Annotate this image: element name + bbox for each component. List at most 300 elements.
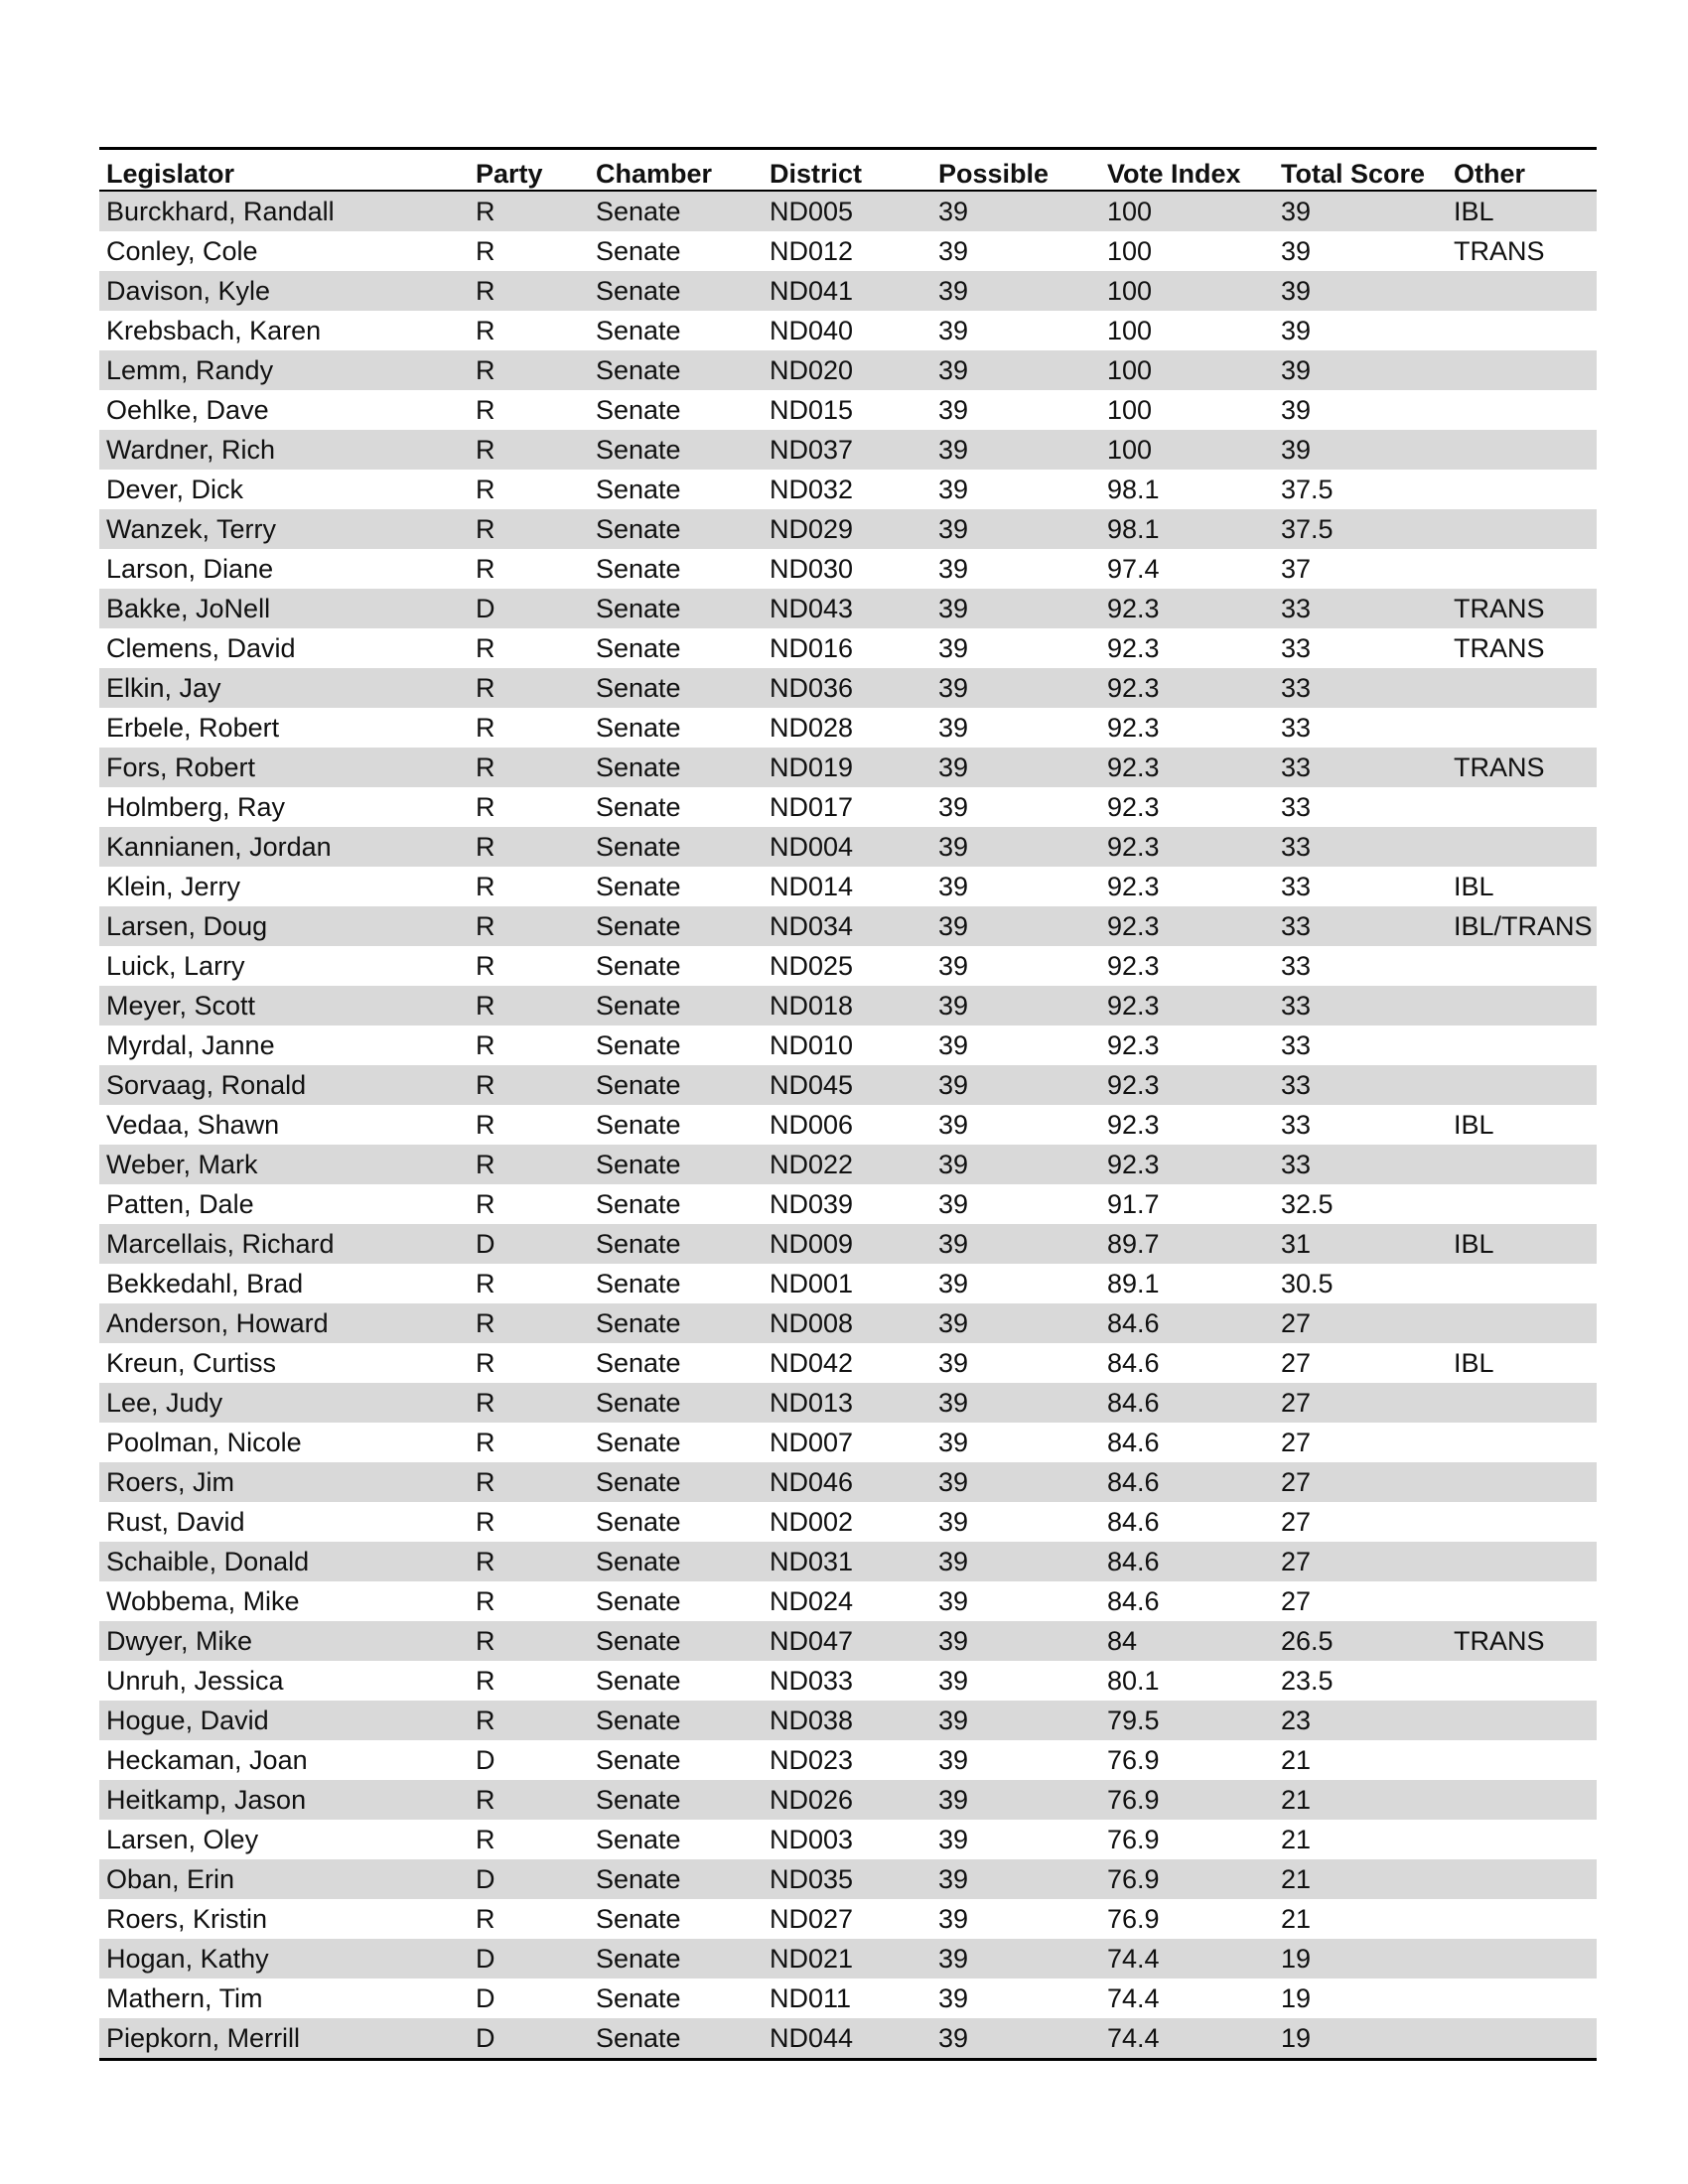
cell-party: R <box>469 668 589 708</box>
cell-total-score: 33 <box>1281 1109 1312 1140</box>
table-row <box>99 1740 1597 1780</box>
table-header <box>99 149 1597 192</box>
cell-legislator: Oban, Erin <box>99 1859 469 1899</box>
cell-chamber: Senate <box>589 589 763 628</box>
cell-chamber: Senate <box>596 1268 681 1298</box>
cell-district: ND014 <box>770 871 854 901</box>
cell-vote-index: 89.7 <box>1100 1224 1274 1264</box>
cell-possible: 39 <box>938 1506 969 1537</box>
cell-district: ND002 <box>770 1506 854 1537</box>
cell-chamber: Senate <box>589 1939 763 1979</box>
cell-chamber: Senate <box>589 1462 763 1502</box>
table-row <box>99 430 1597 470</box>
cell-total-score: 31 <box>1274 1224 1447 1264</box>
cell-total-score: 33 <box>1274 906 1447 946</box>
cell-party: D <box>476 1982 495 2013</box>
table-row <box>99 350 1597 390</box>
cell-legislator: Conley, Cole <box>106 235 258 266</box>
cell-possible: 39 <box>938 1585 969 1616</box>
cell-possible: 39 <box>938 1824 969 1854</box>
cell-legislator: Unruh, Jessica <box>106 1665 284 1696</box>
cell-chamber: Senate <box>596 1824 681 1854</box>
cell-other <box>1447 1979 1597 2018</box>
cell-district: ND005 <box>763 191 931 231</box>
cell-district: ND003 <box>770 1824 854 1854</box>
cell-possible: 39 <box>931 1859 1100 1899</box>
cell-chamber: Senate <box>596 791 681 822</box>
cell-chamber: Senate <box>596 950 681 981</box>
cell-vote-index: 91.7 <box>1107 1188 1160 1219</box>
cell-other <box>1447 1025 1597 1065</box>
cell-party: R <box>476 1427 495 1457</box>
cell-district: ND017 <box>770 791 854 822</box>
table-row <box>99 311 1597 350</box>
cell-possible: 39 <box>938 791 969 822</box>
table-row <box>99 1899 1597 1939</box>
cell-possible: 39 <box>931 1145 1100 1184</box>
cell-possible: 39 <box>938 1347 969 1378</box>
cell-total-score: 33 <box>1274 748 1447 787</box>
cell-other <box>1447 1899 1597 1939</box>
cell-party: R <box>469 191 589 231</box>
cell-vote-index: 79.5 <box>1100 1701 1274 1740</box>
cell-other <box>1447 787 1597 827</box>
cell-vote-index: 74.4 <box>1100 2018 1274 2060</box>
table-row <box>99 708 1597 748</box>
cell-chamber: Senate <box>596 1665 681 1696</box>
cell-possible: 39 <box>938 1427 969 1457</box>
cell-vote-index: 100 <box>1107 394 1153 425</box>
cell-party: R <box>476 791 495 822</box>
table-row <box>99 1224 1597 1264</box>
table-row <box>99 1859 1597 1899</box>
cell-vote-index: 92.3 <box>1107 871 1160 901</box>
cell-district: ND007 <box>770 1427 854 1457</box>
cell-chamber: Senate <box>589 1383 763 1423</box>
scores-table-container <box>99 147 1597 2061</box>
cell-party: R <box>469 1542 589 1581</box>
cell-legislator: Patten, Dale <box>106 1188 254 1219</box>
cell-vote-index: 84.6 <box>1107 1506 1160 1537</box>
cell-possible: 39 <box>938 474 969 504</box>
cell-party: D <box>476 1744 495 1775</box>
cell-legislator: Krebsbach, Karen <box>106 315 322 345</box>
cell-total-score: 27 <box>1274 1462 1447 1502</box>
cell-total-score: 21 <box>1281 1903 1312 1934</box>
cell-district: ND043 <box>763 589 931 628</box>
table-row <box>99 509 1597 549</box>
cell-legislator: Oehlke, Dave <box>106 394 269 425</box>
cell-legislator: Larson, Diane <box>106 553 274 584</box>
table-row <box>99 1462 1597 1502</box>
cell-chamber: Senate <box>589 271 763 311</box>
cell-possible: 39 <box>938 712 969 743</box>
cell-other <box>1447 1542 1597 1581</box>
cell-district: ND044 <box>763 2018 931 2060</box>
cell-district: ND035 <box>763 1859 931 1899</box>
cell-total-score: 21 <box>1274 1780 1447 1820</box>
cell-possible: 39 <box>931 1701 1100 1740</box>
cell-possible: 39 <box>938 1903 969 1934</box>
cell-chamber: Senate <box>596 1585 681 1616</box>
cell-party: R <box>469 906 589 946</box>
cell-total-score: 32.5 <box>1281 1188 1334 1219</box>
cell-possible: 39 <box>938 1982 969 2013</box>
table-row <box>99 1621 1597 1661</box>
cell-total-score: 33 <box>1281 712 1312 743</box>
cell-total-score: 21 <box>1281 1744 1312 1775</box>
cell-total-score: 39 <box>1274 271 1447 311</box>
cell-total-score: 33 <box>1274 668 1447 708</box>
cell-possible: 39 <box>931 1542 1100 1581</box>
cell-legislator: Vedaa, Shawn <box>106 1109 280 1140</box>
cell-party: R <box>469 350 589 390</box>
cell-district: ND015 <box>770 394 854 425</box>
cell-possible: 39 <box>931 1780 1100 1820</box>
cell-vote-index: 92.3 <box>1107 791 1160 822</box>
table-row <box>99 231 1597 271</box>
cell-party: D <box>469 1939 589 1979</box>
cell-possible: 39 <box>938 1188 969 1219</box>
table-row <box>99 1502 1597 1542</box>
cell-possible: 39 <box>938 1109 969 1140</box>
cell-vote-index: 76.9 <box>1100 1780 1274 1820</box>
cell-district: ND019 <box>763 748 931 787</box>
cell-district: ND013 <box>763 1383 931 1423</box>
cell-possible: 39 <box>931 589 1100 628</box>
cell-other: IBL <box>1447 191 1597 231</box>
table-row <box>99 986 1597 1025</box>
cell-other <box>1447 1264 1597 1303</box>
cell-other <box>1447 1462 1597 1502</box>
cell-legislator: Heckaman, Joan <box>106 1744 308 1775</box>
cell-total-score: 33 <box>1274 986 1447 1025</box>
legislator-scores-table <box>99 147 1597 2061</box>
cell-possible: 39 <box>938 1268 969 1298</box>
cell-district: ND045 <box>763 1065 931 1105</box>
cell-legislator: Klein, Jerry <box>106 871 241 901</box>
table-row <box>99 549 1597 589</box>
cell-legislator: Anderson, Howard <box>99 1303 469 1343</box>
cell-other <box>1447 1939 1597 1979</box>
cell-chamber: Senate <box>596 474 681 504</box>
cell-other: IBL <box>1454 1347 1494 1378</box>
cell-total-score: 37.5 <box>1281 474 1334 504</box>
cell-other <box>1447 311 1597 350</box>
cell-district: ND039 <box>770 1188 854 1219</box>
cell-chamber: Senate <box>596 1109 681 1140</box>
cell-chamber: Senate <box>589 827 763 867</box>
cell-chamber: Senate <box>589 1780 763 1820</box>
cell-legislator: Weber, Mark <box>99 1145 469 1184</box>
cell-possible: 39 <box>938 1029 969 1060</box>
cell-party: R <box>476 1585 495 1616</box>
table-row <box>99 1820 1597 1859</box>
cell-party: R <box>476 394 495 425</box>
cell-legislator: Kannianen, Jordan <box>99 827 469 867</box>
cell-vote-index: 76.9 <box>1107 1744 1160 1775</box>
cell-chamber: Senate <box>596 871 681 901</box>
cell-chamber: Senate <box>589 1621 763 1661</box>
cell-other <box>1447 1661 1597 1701</box>
table-row <box>99 191 1597 231</box>
cell-vote-index: 92.3 <box>1100 589 1274 628</box>
cell-vote-index: 92.3 <box>1100 668 1274 708</box>
cell-chamber: Senate <box>589 1145 763 1184</box>
cell-party: R <box>476 1824 495 1854</box>
cell-party: R <box>476 950 495 981</box>
cell-vote-index: 100 <box>1100 430 1274 470</box>
cell-chamber: Senate <box>596 394 681 425</box>
cell-possible: 39 <box>938 553 969 584</box>
cell-total-score: 21 <box>1281 1824 1312 1854</box>
cell-party: R <box>476 474 495 504</box>
cell-party: D <box>469 1224 589 1264</box>
table-row <box>99 470 1597 509</box>
cell-other <box>1447 2018 1597 2060</box>
cell-party: R <box>469 430 589 470</box>
cell-other <box>1447 1502 1597 1542</box>
cell-possible: 39 <box>938 235 969 266</box>
cell-vote-index: 92.3 <box>1107 712 1160 743</box>
header-party: Party <box>469 149 589 192</box>
cell-party: R <box>476 712 495 743</box>
table-row <box>99 1145 1597 1184</box>
cell-other: IBL <box>1454 1109 1494 1140</box>
cell-party: R <box>476 1506 495 1537</box>
cell-other <box>1447 1303 1597 1343</box>
cell-legislator: Lemm, Randy <box>99 350 469 390</box>
table-row <box>99 748 1597 787</box>
table-row <box>99 668 1597 708</box>
cell-vote-index: 80.1 <box>1107 1665 1160 1696</box>
cell-total-score: 39 <box>1281 235 1312 266</box>
cell-total-score: 37 <box>1281 553 1312 584</box>
cell-total-score: 21 <box>1274 1859 1447 1899</box>
cell-chamber: Senate <box>596 1506 681 1537</box>
cell-chamber: Senate <box>596 1427 681 1457</box>
cell-possible: 39 <box>931 191 1100 231</box>
cell-vote-index: 92.3 <box>1107 950 1160 981</box>
cell-vote-index: 84.6 <box>1100 1462 1274 1502</box>
cell-chamber: Senate <box>589 748 763 787</box>
cell-party: R <box>476 1029 495 1060</box>
cell-district: ND033 <box>770 1665 854 1696</box>
table-row <box>99 1939 1597 1979</box>
header-row <box>99 149 1597 192</box>
table-row <box>99 271 1597 311</box>
table-row <box>99 390 1597 430</box>
table-row <box>99 1025 1597 1065</box>
cell-total-score: 39 <box>1274 430 1447 470</box>
cell-party: R <box>469 1303 589 1343</box>
cell-other <box>1447 1780 1597 1820</box>
cell-party: R <box>469 1462 589 1502</box>
cell-other: TRANS <box>1447 589 1597 628</box>
cell-vote-index: 84.6 <box>1107 1427 1160 1457</box>
cell-chamber: Senate <box>596 632 681 663</box>
cell-possible: 39 <box>931 1939 1100 1979</box>
table-row <box>99 1661 1597 1701</box>
cell-district: ND010 <box>770 1029 854 1060</box>
cell-total-score: 39 <box>1281 394 1312 425</box>
cell-legislator: Kreun, Curtiss <box>106 1347 277 1378</box>
cell-possible: 39 <box>931 906 1100 946</box>
cell-district: ND011 <box>770 1982 852 2013</box>
cell-other: TRANS <box>1454 632 1545 663</box>
cell-possible: 39 <box>931 271 1100 311</box>
cell-legislator: Davison, Kyle <box>99 271 469 311</box>
cell-district: ND042 <box>770 1347 854 1378</box>
cell-total-score: 27 <box>1281 1585 1312 1616</box>
cell-total-score: 19 <box>1274 2018 1447 2060</box>
cell-other <box>1447 986 1597 1025</box>
cell-chamber: Senate <box>589 430 763 470</box>
cell-possible: 39 <box>931 1462 1100 1502</box>
table-row <box>99 827 1597 867</box>
cell-other <box>1447 946 1597 986</box>
cell-possible: 39 <box>931 668 1100 708</box>
cell-chamber: Senate <box>596 1982 681 2013</box>
cell-possible: 39 <box>931 1621 1100 1661</box>
cell-party: R <box>476 553 495 584</box>
cell-vote-index: 74.4 <box>1107 1982 1160 2013</box>
cell-vote-index: 76.9 <box>1107 1903 1160 1934</box>
cell-legislator: Wardner, Rich <box>99 430 469 470</box>
cell-legislator: Piepkorn, Merrill <box>99 2018 469 2060</box>
cell-party: R <box>469 986 589 1025</box>
table-row <box>99 1423 1597 1462</box>
cell-vote-index: 89.1 <box>1107 1268 1160 1298</box>
cell-party: D <box>469 2018 589 2060</box>
table-row <box>99 787 1597 827</box>
cell-other <box>1447 271 1597 311</box>
table-row <box>99 1581 1597 1621</box>
cell-chamber: Senate <box>589 1224 763 1264</box>
cell-chamber: Senate <box>596 553 681 584</box>
cell-district: ND022 <box>763 1145 931 1184</box>
cell-party: R <box>469 748 589 787</box>
cell-total-score: 27 <box>1281 1347 1312 1378</box>
cell-district: ND008 <box>763 1303 931 1343</box>
cell-legislator: Larsen, Doug <box>99 906 469 946</box>
table-row <box>99 1979 1597 2018</box>
cell-legislator: Clemens, David <box>106 632 296 663</box>
cell-legislator: Wanzek, Terry <box>99 509 469 549</box>
cell-possible: 39 <box>931 1224 1100 1264</box>
cell-district: ND040 <box>770 315 854 345</box>
cell-total-score: 33 <box>1274 589 1447 628</box>
cell-district: ND028 <box>770 712 854 743</box>
cell-chamber: Senate <box>589 1859 763 1899</box>
cell-chamber: Senate <box>589 509 763 549</box>
cell-party: R <box>476 632 495 663</box>
cell-possible: 39 <box>931 1383 1100 1423</box>
table-row <box>99 1264 1597 1303</box>
cell-other <box>1447 1581 1597 1621</box>
cell-other <box>1447 1184 1597 1224</box>
cell-legislator: Lee, Judy <box>99 1383 469 1423</box>
cell-legislator: Elkin, Jay <box>99 668 469 708</box>
cell-total-score: 33 <box>1274 1145 1447 1184</box>
cell-possible: 39 <box>938 394 969 425</box>
cell-chamber: Senate <box>589 1542 763 1581</box>
cell-total-score: 33 <box>1281 632 1312 663</box>
cell-vote-index: 100 <box>1107 235 1153 266</box>
cell-legislator: Erbele, Robert <box>106 712 280 743</box>
table-row <box>99 1383 1597 1423</box>
cell-legislator: Marcellais, Richard <box>99 1224 469 1264</box>
table-row <box>99 1184 1597 1224</box>
table-row <box>99 906 1597 946</box>
cell-possible: 39 <box>938 871 969 901</box>
cell-chamber: Senate <box>596 1188 681 1219</box>
cell-possible: 39 <box>938 1665 969 1696</box>
cell-vote-index: 92.3 <box>1107 1109 1160 1140</box>
cell-vote-index: 92.3 <box>1100 827 1274 867</box>
cell-other <box>1447 1145 1597 1184</box>
cell-vote-index: 100 <box>1107 315 1153 345</box>
cell-party: R <box>476 1188 495 1219</box>
cell-district: ND027 <box>770 1903 854 1934</box>
cell-party: R <box>476 871 495 901</box>
cell-party: R <box>476 1268 495 1298</box>
cell-district: ND004 <box>763 827 931 867</box>
cell-party: R <box>476 315 495 345</box>
cell-district: ND009 <box>763 1224 931 1264</box>
cell-legislator: Rust, David <box>106 1506 245 1537</box>
cell-possible: 39 <box>931 430 1100 470</box>
cell-other <box>1447 1859 1597 1899</box>
cell-party: R <box>469 1780 589 1820</box>
cell-other <box>1447 1820 1597 1859</box>
cell-legislator: Wobbema, Mike <box>106 1585 300 1616</box>
cell-chamber: Senate <box>589 668 763 708</box>
cell-other: TRANS <box>1447 1621 1597 1661</box>
cell-other <box>1447 390 1597 430</box>
cell-possible: 39 <box>931 350 1100 390</box>
cell-other: TRANS <box>1454 235 1545 266</box>
cell-party: R <box>469 1065 589 1105</box>
cell-other <box>1447 668 1597 708</box>
cell-possible: 39 <box>931 1303 1100 1343</box>
cell-chamber: Senate <box>589 2018 763 2060</box>
table-row <box>99 1542 1597 1581</box>
table-row <box>99 867 1597 906</box>
cell-other: IBL <box>1454 871 1494 901</box>
cell-total-score: 39 <box>1274 191 1447 231</box>
cell-legislator: Dwyer, Mike <box>99 1621 469 1661</box>
cell-vote-index: 84.6 <box>1107 1347 1160 1378</box>
cell-total-score: 23 <box>1274 1701 1447 1740</box>
cell-other <box>1447 1423 1597 1462</box>
cell-possible: 39 <box>931 986 1100 1025</box>
cell-total-score: 19 <box>1274 1939 1447 1979</box>
table-row <box>99 589 1597 628</box>
cell-vote-index: 98.1 <box>1100 509 1274 549</box>
cell-total-score: 37.5 <box>1274 509 1447 549</box>
cell-vote-index: 84.6 <box>1107 1585 1160 1616</box>
cell-chamber: Senate <box>589 1701 763 1740</box>
cell-other <box>1447 1701 1597 1740</box>
cell-vote-index: 84.6 <box>1100 1542 1274 1581</box>
cell-legislator: Luick, Larry <box>106 950 245 981</box>
cell-total-score: 33 <box>1281 871 1312 901</box>
cell-total-score: 23.5 <box>1281 1665 1334 1696</box>
cell-legislator: Meyer, Scott <box>99 986 469 1025</box>
cell-other <box>1447 708 1597 748</box>
cell-legislator: Bekkedahl, Brad <box>106 1268 304 1298</box>
